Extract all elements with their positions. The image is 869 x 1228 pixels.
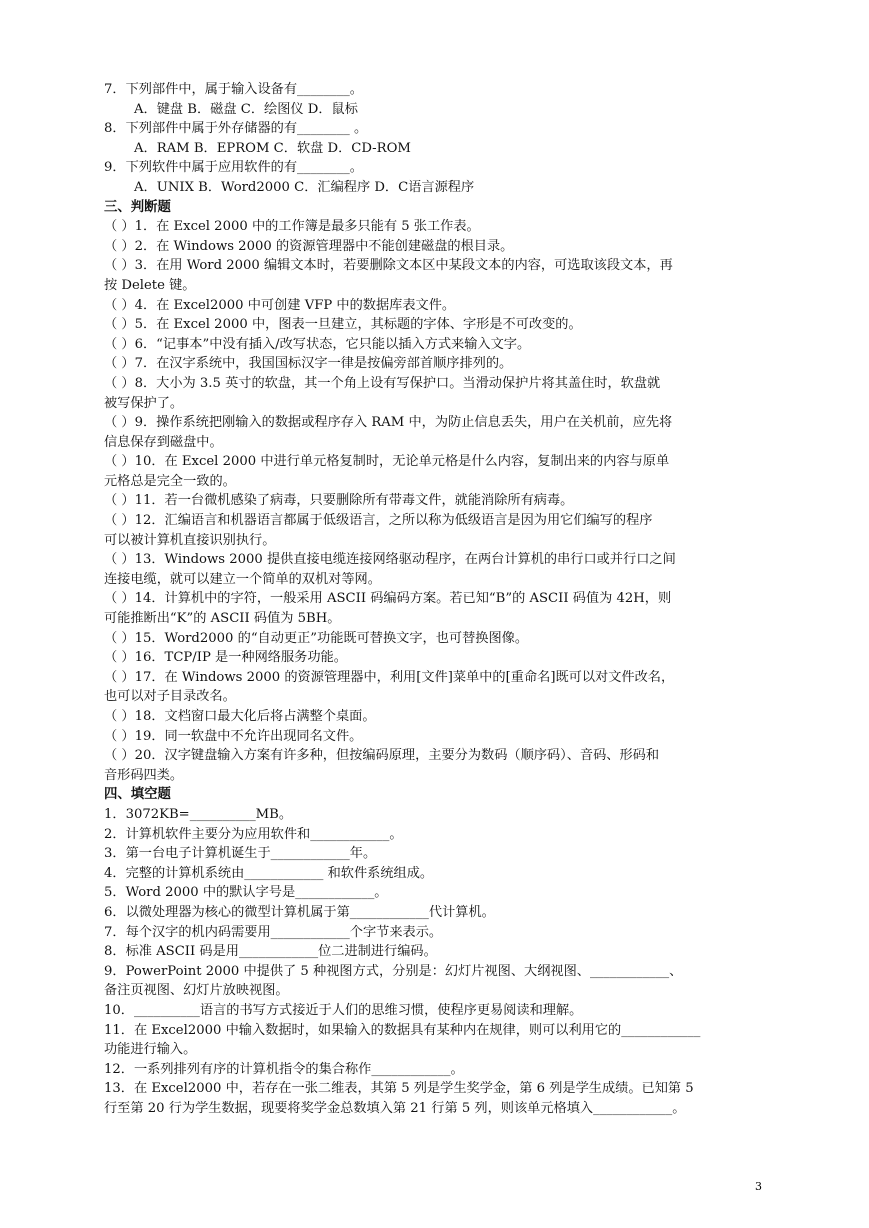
choice-question-7 — [104, 80, 765, 119]
fill-in-line: 4．完整的计算机系统由____________ 和软件系统组成。 — [104, 865, 434, 881]
judgement-line: （ ）16．TCP/IP 是一种网络服务功能。 — [104, 650, 347, 666]
judgement-line: （ ）3．在用 Word 2000 编辑文本时，若要删除文本区中某段文本的内容，可选取该段文本，再 — [104, 258, 673, 274]
fill-in-list — [104, 805, 765, 1119]
judgement-line: （ ）13．Windows 2000 提供直接电缆连接网络驱动程序，在两台计算机的串行口或并行口之间 — [104, 552, 676, 568]
judgement-line: （ ）9．操作系统把刚输入的数据或程序存入 RAM 中，为防止信息丢失，用户在关机前，应先将 — [104, 415, 673, 431]
question-options: A．UNIX B．Word2000 C．汇编程序 D．C语言源程序 — [134, 179, 475, 195]
judgement-line: 也可以对子目录改名。 — [104, 689, 236, 705]
fill-in-line: 1．3072KB=__________MB。 — [104, 806, 293, 822]
choice-question-9 — [104, 158, 765, 197]
fill-in-line: 2．计算机软件主要分为应用软件和____________。 — [104, 826, 403, 842]
fill-in-line: 12．一系列排列有序的计算机指令的集合称作____________。 — [104, 1061, 464, 1077]
fill-in-line: 10．__________语言的书写方式接近于人们的思维习惯，使程序更易阅读和理解。 — [104, 1002, 583, 1018]
judgement-line: 元格总是完全一致的。 — [104, 473, 236, 489]
question-text: 8．下列部件中属于外存储器的有________ 。 — [104, 121, 368, 137]
page-number: 3 — [755, 1180, 762, 1193]
judgement-line: （ ）11．若一台微机感染了病毒，只要删除所有带毒文件，就能消除所有病毒。 — [104, 493, 574, 509]
question-text: 7．下列部件中，属于输入设备有________。 — [104, 82, 363, 97]
judgement-line: （ ）14．计算机中的字符，一般采用 ASCII 码编码方案。若已知“B”的 ASCII 码值为 42H，则 — [104, 591, 672, 607]
fill-in-line: 3．第一台电子计算机诞生于____________年。 — [104, 846, 377, 862]
judgement-line: （ ）10．在 Excel 2000 中进行单元格复制时，无论单元格是什么内容，复制出来的内容与原单 — [104, 454, 670, 470]
judgement-line: （ ）4．在 Excel2000 中可创建 VFP 中的数据库表文件。 — [104, 297, 456, 313]
judgement-line: （ ）19．同一软盘中不允许出现同名文件。 — [104, 728, 363, 744]
judgement-line: 可能推断出“K”的 ASCII 码值为 5BH。 — [104, 611, 341, 627]
fill-in-line: 备注页视图、幻灯片放映视图。 — [104, 983, 289, 999]
question-options: A．键盘 B．磁盘 C．绘图仪 D．鼠标 — [134, 101, 358, 117]
fill-in-line: 5．Word 2000 中的默认字号是____________。 — [104, 885, 388, 901]
judgement-line: （ ）7．在汉字系统中，我国国标汉字一律是按偏旁部首顺序排列的。 — [104, 356, 513, 372]
fill-in-line: 13．在 Excel2000 中，若存在一张二维表，其第 5 列是学生奖学金，第 6 列是学生成绩。已知第 5 — [104, 1081, 694, 1097]
judgement-line: （ ）18．文档窗口最大化后将占满整个桌面。 — [104, 709, 376, 724]
judgement-line: （ ）17．在 Windows 2000 的资源管理器中，利用[文件]菜单中的[重命名]既可以对文件改名， — [104, 669, 675, 685]
judgement-line: （ ）20．汉字键盘输入方案有许多种，但按编码原理，主要分为数码（顺序码）、音码、形码和 — [104, 748, 660, 764]
judgement-line: （ ）12．汇编语言和机器语言都属于低级语言，之所以称为低级语言是因为用它们编写的程序 — [104, 513, 653, 529]
judgement-line: 按 Delete 键。 — [104, 277, 196, 293]
judgement-line: 被写保护了。 — [104, 395, 184, 411]
judgement-line: 连接电缆，就可以建立一个简单的双机对等网。 — [104, 571, 381, 587]
question-text: 9．下列软件中属于应用软件的有________。 — [104, 160, 363, 176]
fill-in-line: 6．以微处理器为核心的微型计算机属于第____________代计算机。 — [104, 904, 495, 920]
fill-in-line: 7．每个汉字的机内码需要用____________个字节来表示。 — [104, 924, 443, 940]
fill-in-line: 8．标准 ASCII 码是用____________位二进制进行编码。 — [104, 944, 437, 960]
judgement-line: （ ）1．在 Excel 2000 中的工作簿是最多只能有 5 张工作表。 — [104, 219, 480, 235]
judgement-line: 可以被计算机直接识别执行。 — [104, 532, 276, 548]
judgement-line: （ ）5．在 Excel 2000 中，图表一旦建立，其标题的字体、字形是不可改变的。 — [104, 317, 582, 333]
choice-question-8 — [104, 119, 765, 158]
judgement-line: 信息保存到磁盘中。 — [104, 434, 223, 450]
question-options: A．RAM B．EPROM C．软盘 D．CD-ROM — [134, 140, 411, 156]
judgement-line: 音形码四类。 — [104, 767, 184, 783]
section-heading-fill-in: 四、填空题 — [104, 787, 171, 803]
fill-in-line: 9．PowerPoint 2000 中提供了 5 种视图方式，分别是：幻灯片视图、大纲视图、____________、 — [104, 963, 683, 979]
judgement-list — [104, 217, 765, 785]
fill-in-line: 行至第 20 行为学生数据，现要将奖学金总数填入第 21 行第 5 列，则该单元格填入____________。 — [104, 1100, 686, 1116]
judgement-line: （ ）2．在 Windows 2000 的资源管理器中不能创建磁盘的根目录。 — [104, 238, 514, 254]
fill-in-line: 11．在 Excel2000 中输入数据时，如果输入的数据具有某种内在规律，则可以利用它的____________ — [104, 1022, 701, 1038]
judgement-line: （ ）6．“记事本”中没有插入/改写状态，它只能以插入方式来输入文字。 — [104, 336, 531, 352]
judgement-line: （ ）15．Word2000 的“自动更正”功能既可替换文字，也可替换图像。 — [104, 630, 529, 646]
section-heading-judgement: 三、判断题 — [104, 199, 171, 215]
fill-in-line: 功能进行输入。 — [104, 1042, 197, 1058]
judgement-line: （ ）8．大小为 3.5 英寸的软盘，其一个角上设有写保护口。当滑动保护片将其盖住时，软盘就 — [104, 375, 661, 391]
